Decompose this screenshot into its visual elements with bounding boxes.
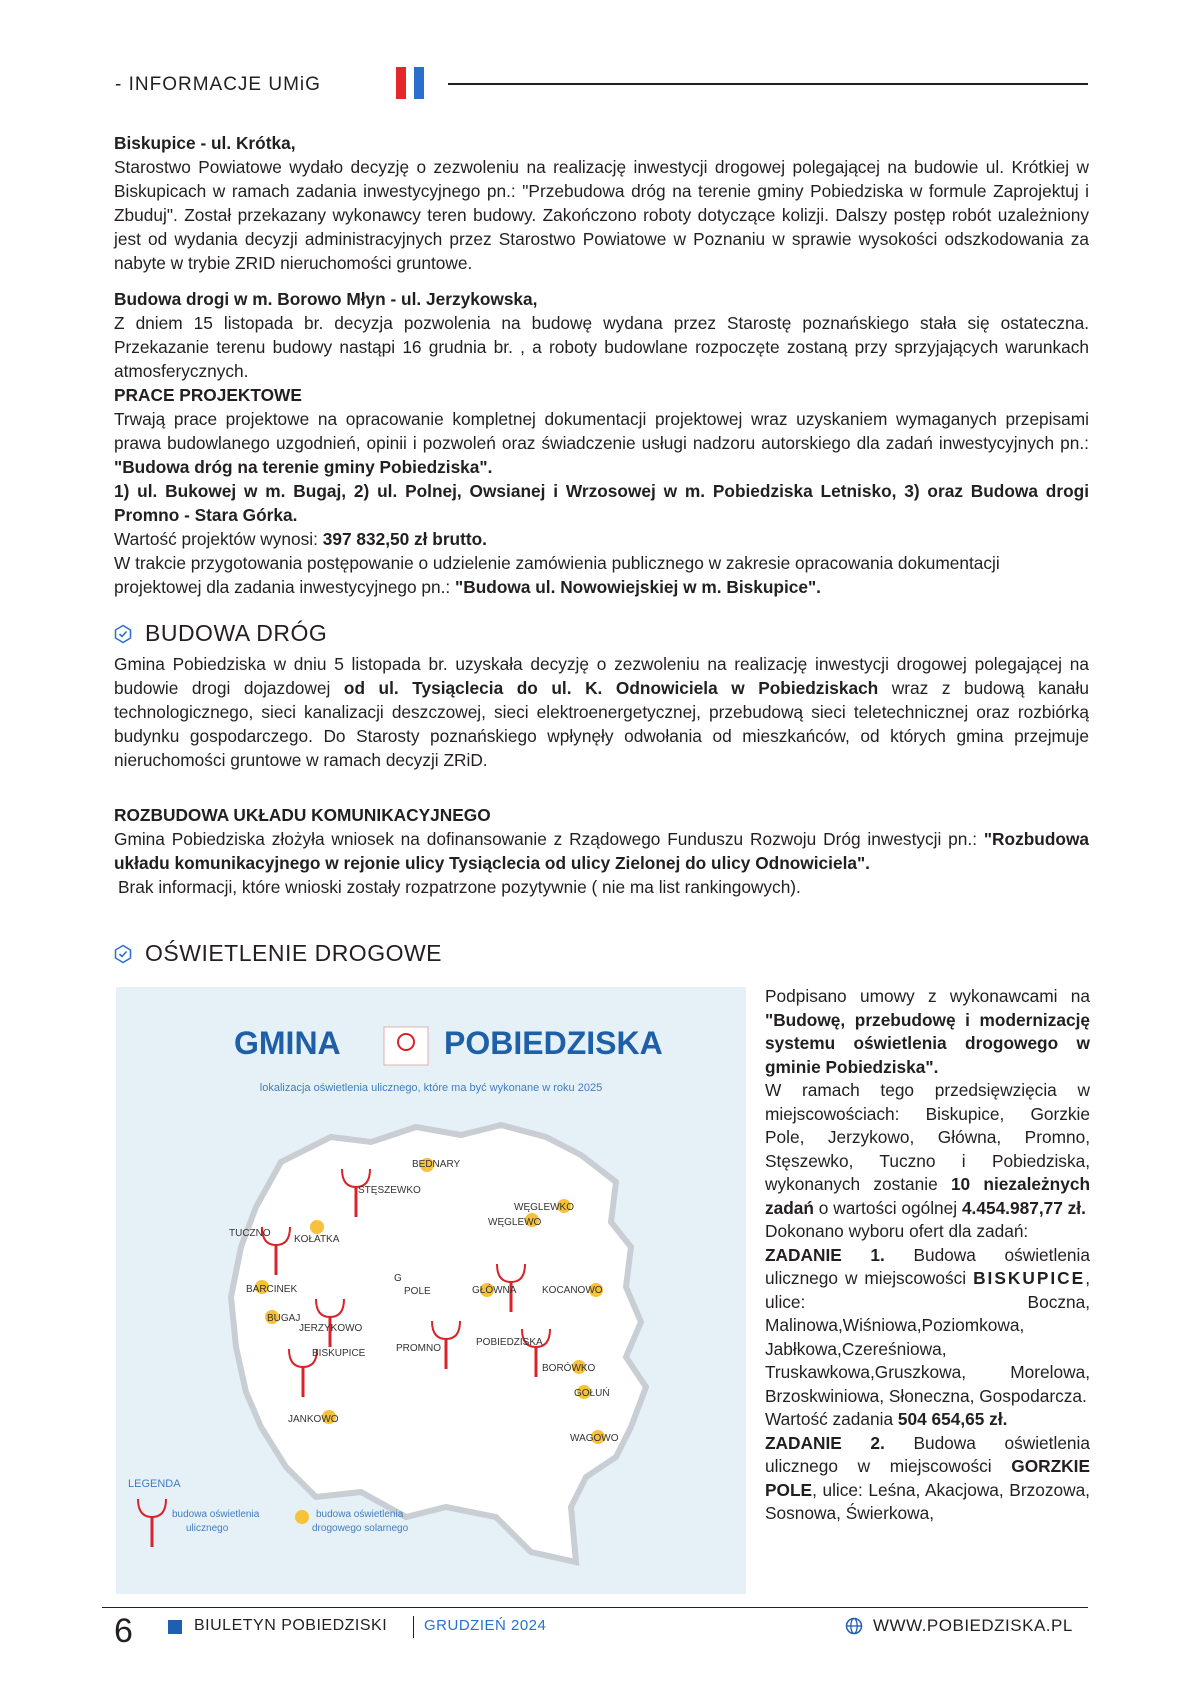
project-name: "Budowę, przebudowę i modernizację systemu oświetlenia drogowego w gminie Pobiedziska". <box>765 1009 1090 1077</box>
svg-text:POLE: POLE <box>404 1286 431 1297</box>
globe-icon <box>845 1617 863 1635</box>
svg-text:GOŁUŃ: GOŁUŃ <box>574 1388 610 1399</box>
legend-solar-icon <box>295 1510 309 1524</box>
article-droga-dojazdowa <box>114 652 1089 772</box>
value-label: Wartość zadania <box>765 1409 894 1429</box>
section-heading-budowa-drog <box>113 620 327 647</box>
article-title: Biskupice - ul. Krótka, <box>114 133 296 153</box>
project-name: "Budowa dróg na terenie gminy Pobiedziska". <box>114 457 493 477</box>
section-heading-oswietlenie <box>113 940 442 967</box>
task-place: BISKUPICE <box>973 1268 1086 1288</box>
svg-text:KOCANOWO: KOCANOWO <box>542 1285 603 1296</box>
svg-text:WĘGLEWKO: WĘGLEWKO <box>514 1202 575 1213</box>
website-link[interactable]: WWW.POBIEDZISKA.PL <box>873 1616 1073 1635</box>
section-header-label: - INFORMACJE UMiG <box>115 74 321 95</box>
map-title-left: GMINA <box>234 1025 341 1061</box>
article-body: W trakcie przygotowania postępowanie o udzielenie zamówienia publicznego w zakresie opracowania dokumentacji projektowej dla zadania inwestycyjnego pn.: <box>114 553 1000 597</box>
svg-text:STĘSZEWKO: STĘSZEWKO <box>358 1185 421 1196</box>
article-body: wraz z budową kanału technologicznego, sieci kanalizacji deszczowej, sieci elektroenergetycznej, przebudową sieci teletechnicznej oraz rozbiórką budynku gospodarczego. Do Starosty poznańskiego wpłynęły odwołania od mieszkańców, od których gmina przejmuje nieruchomości gruntowe w ramach decyzji ZRiD. <box>114 678 1089 770</box>
flag-blue-bar <box>414 67 424 99</box>
footer-rule <box>102 1607 1088 1608</box>
lighting-map <box>116 987 746 1594</box>
page-number: 6 <box>114 1612 133 1650</box>
article-body: Starostwo Powiatowe wydało decyzję o zezwoleniu na realizację inwestycji drogowej polegającej na budowie ul. Krótkiej w Biskupicach w ramach zadania inwestycyjnego pn.: "Przebudowa dróg na terenie gminy Pobiedziska w formule Zaprojektuj i Zbuduj". Został przekazany wykonawcy teren budowy. Zakończono roboty dotyczące kolizji. Dalszy postęp robót uzależniony jest od wydania decyzji administracyjnych przez Starostwo Powiatowe w Poznaniu w sprawie wysokości odszkodowania za nabyte w trybie ZRID nieruchomości gruntowe. <box>114 157 1089 273</box>
footer-square-icon <box>168 1620 182 1634</box>
lighting-map-svg <box>116 987 746 1594</box>
legend-solar-label: budowa oświetlenia <box>316 1509 404 1520</box>
svg-text:POBIEDZISKA: POBIEDZISKA <box>476 1337 543 1348</box>
section-title: BUDOWA DRÓG <box>145 620 328 646</box>
article-rozbudowa <box>114 803 1089 899</box>
svg-text:PROMNO: PROMNO <box>396 1343 441 1354</box>
svg-text:TUCZNO: TUCZNO <box>229 1228 271 1239</box>
article-body: o wartości ogólnej <box>818 1197 958 1218</box>
value-label: Wartość projektów wynosi: <box>114 529 318 549</box>
flag-red-bar <box>396 67 406 99</box>
pobiedziska-logo <box>384 1027 428 1065</box>
article-body: Brak informacji, które wnioski zostały rozpatrzone pozytywnie ( nie ma list rankingowych). <box>118 877 801 897</box>
svg-text:BORÓWKO: BORÓWKO <box>542 1363 596 1374</box>
task-label: ZADANIE 2. <box>765 1432 885 1453</box>
task-streets: , ulice: Leśna, Akacjowa, Brzozowa, Sosnowa, Świerkowa, <box>765 1479 1090 1523</box>
task-streets: , ulice: Boczna, Malinowa,Wiśniowa,Poziomkowa, Jabłkowa,Czereśniowa, Truskawkowa,Gruszkowa, Morelowa, Brzoskwiniowa, Słoneczna, Gospodarcza. <box>765 1268 1090 1406</box>
task-text: Budowa oświetlenia ulicznego w miejscowości <box>765 1244 1090 1288</box>
svg-text:KOŁATKA: KOŁATKA <box>294 1234 340 1245</box>
value-amount: 397 832,50 zł brutto. <box>322 529 487 549</box>
road-name: od ul. Tysiąclecia do ul. K. Odnowiciela w Pobiedziskach <box>343 678 879 698</box>
project-name: "Rozbudowa układu komunikacyjnego w rejonie ulicy Tysiąclecia od ulicy Zielonej do ulicy Odnowiciela". <box>114 829 1089 873</box>
total-value: 4.454.987,77 zł. <box>961 1197 1086 1218</box>
legend-street-lamp-icon <box>138 1499 166 1547</box>
check-badge-icon <box>113 624 133 644</box>
svg-text:BEDNARY: BEDNARY <box>412 1159 461 1170</box>
legend-street-label: budowa oświetlenia <box>172 1509 260 1520</box>
article-body: Dokonano wyboru ofert dla zadań: <box>765 1221 1029 1241</box>
task-label: ZADANIE 1. <box>765 1244 885 1265</box>
task-text: Budowa oświetlenia ulicznego w miejscowości <box>765 1432 1090 1476</box>
article-body: W ramach tego przedsięwzięcia w miejscowościach: Biskupice, Gorzkie Pole, Jerzykowo, Główna, Promno, Stęszewko, Tuczno i Pobiedziska, wykonanych zostanie <box>765 1080 1090 1194</box>
svg-text:GŁÓWNA: GŁÓWNA <box>472 1285 517 1296</box>
task-value: 504 654,65 zł. <box>897 1409 1008 1429</box>
legend-title: LEGENDA <box>128 1478 181 1490</box>
article-body: Z dniem 15 listopada br. decyzja pozwolenia na budowę wydana przez Starostę poznańskiego stała się ostateczna. Przekazanie terenu budowy nastąpi 16 grudnia br. , a roboty budowlane rozpoczęte zostaną przy sprzyjających warunkach atmosferycznych. <box>114 313 1089 381</box>
subheading: PRACE PROJEKTOWE <box>114 385 302 405</box>
article-body: Podpisano umowy z wykonawcami na <box>765 986 1090 1006</box>
subheading: ROZBUDOWA UKŁADU KOMUNIKACYJNEGO <box>114 805 491 825</box>
article-biskupice <box>114 131 1089 275</box>
svg-text:G: G <box>394 1273 402 1284</box>
article-body: Gmina Pobiedziska w dniu 5 listopada br. uzyskała decyzję o zezwoleniu na realizację inwestycji drogowej polegającej na budowie drogi dojazdowej <box>114 654 1089 698</box>
issue-date: GRUDZIEŃ 2024 <box>424 1617 547 1634</box>
task-place: GORZKIE POLE <box>765 1456 1090 1500</box>
project-list: 1) ul. Bukowej w m. Bugaj, 2) ul. Polnej, Owsianej i Wrzosowej w m. Pobiedziska Letnisko, 3) oraz Budowa drogi Promno - Stara Górka. <box>114 481 1089 525</box>
check-badge-icon <box>113 944 133 964</box>
footer-separator <box>413 1616 414 1638</box>
article-body: Gmina Pobiedziska złożyła wniosek na dofinansowanie z Rządowego Funduszu Rozwoju Dróg inwestycji pn.: <box>114 829 977 849</box>
svg-text:BUGAJ: BUGAJ <box>267 1313 301 1324</box>
header-rule <box>448 83 1088 85</box>
project-name: "Budowa ul. Nowowiejskiej w m. Biskupice". <box>455 577 821 597</box>
svg-text:drogowego solarnego: drogowego solarnego <box>312 1523 409 1534</box>
publication-name: BIULETYN POBIEDZISKI <box>194 1617 388 1634</box>
svg-text:JANKOWO: JANKOWO <box>288 1414 339 1425</box>
svg-text:WĘGLEWO: WĘGLEWO <box>488 1217 542 1228</box>
svg-text:WAGOWO: WAGOWO <box>570 1433 619 1444</box>
section-title: OŚWIETLENIE DROGOWE <box>145 940 443 966</box>
article-title: Budowa drogi w m. Borowo Młyn - ul. Jerzykowska, <box>114 289 538 309</box>
svg-text:BARCINEK: BARCINEK <box>246 1284 298 1295</box>
svg-text:ulicznego: ulicznego <box>186 1523 229 1534</box>
svg-text:BISKUPICE: BISKUPICE <box>312 1348 366 1359</box>
map-title-right: POBIEDZISKA <box>444 1025 663 1061</box>
svg-text:JERZYKOWO: JERZYKOWO <box>299 1323 363 1334</box>
lighting-article <box>765 985 1090 1526</box>
article-body: Trwają prace projektowe na opracowanie kompletnej dokumentacji projektowej wraz uzyskaniem wymaganych przepisami prawa budowlanego uzgodnień, opinii i pozwoleń oraz świadczenie usługi nadzoru autorskiego dla zadań inwestycyjnych pn.: <box>114 409 1089 453</box>
article-borowo <box>114 287 1089 599</box>
map-subtitle: lokalizacja oświetlenia ulicznego, które ma być wykonane w roku 2025 <box>259 1082 603 1094</box>
task-count: 10 niezależnych zadań <box>765 1174 1090 1218</box>
